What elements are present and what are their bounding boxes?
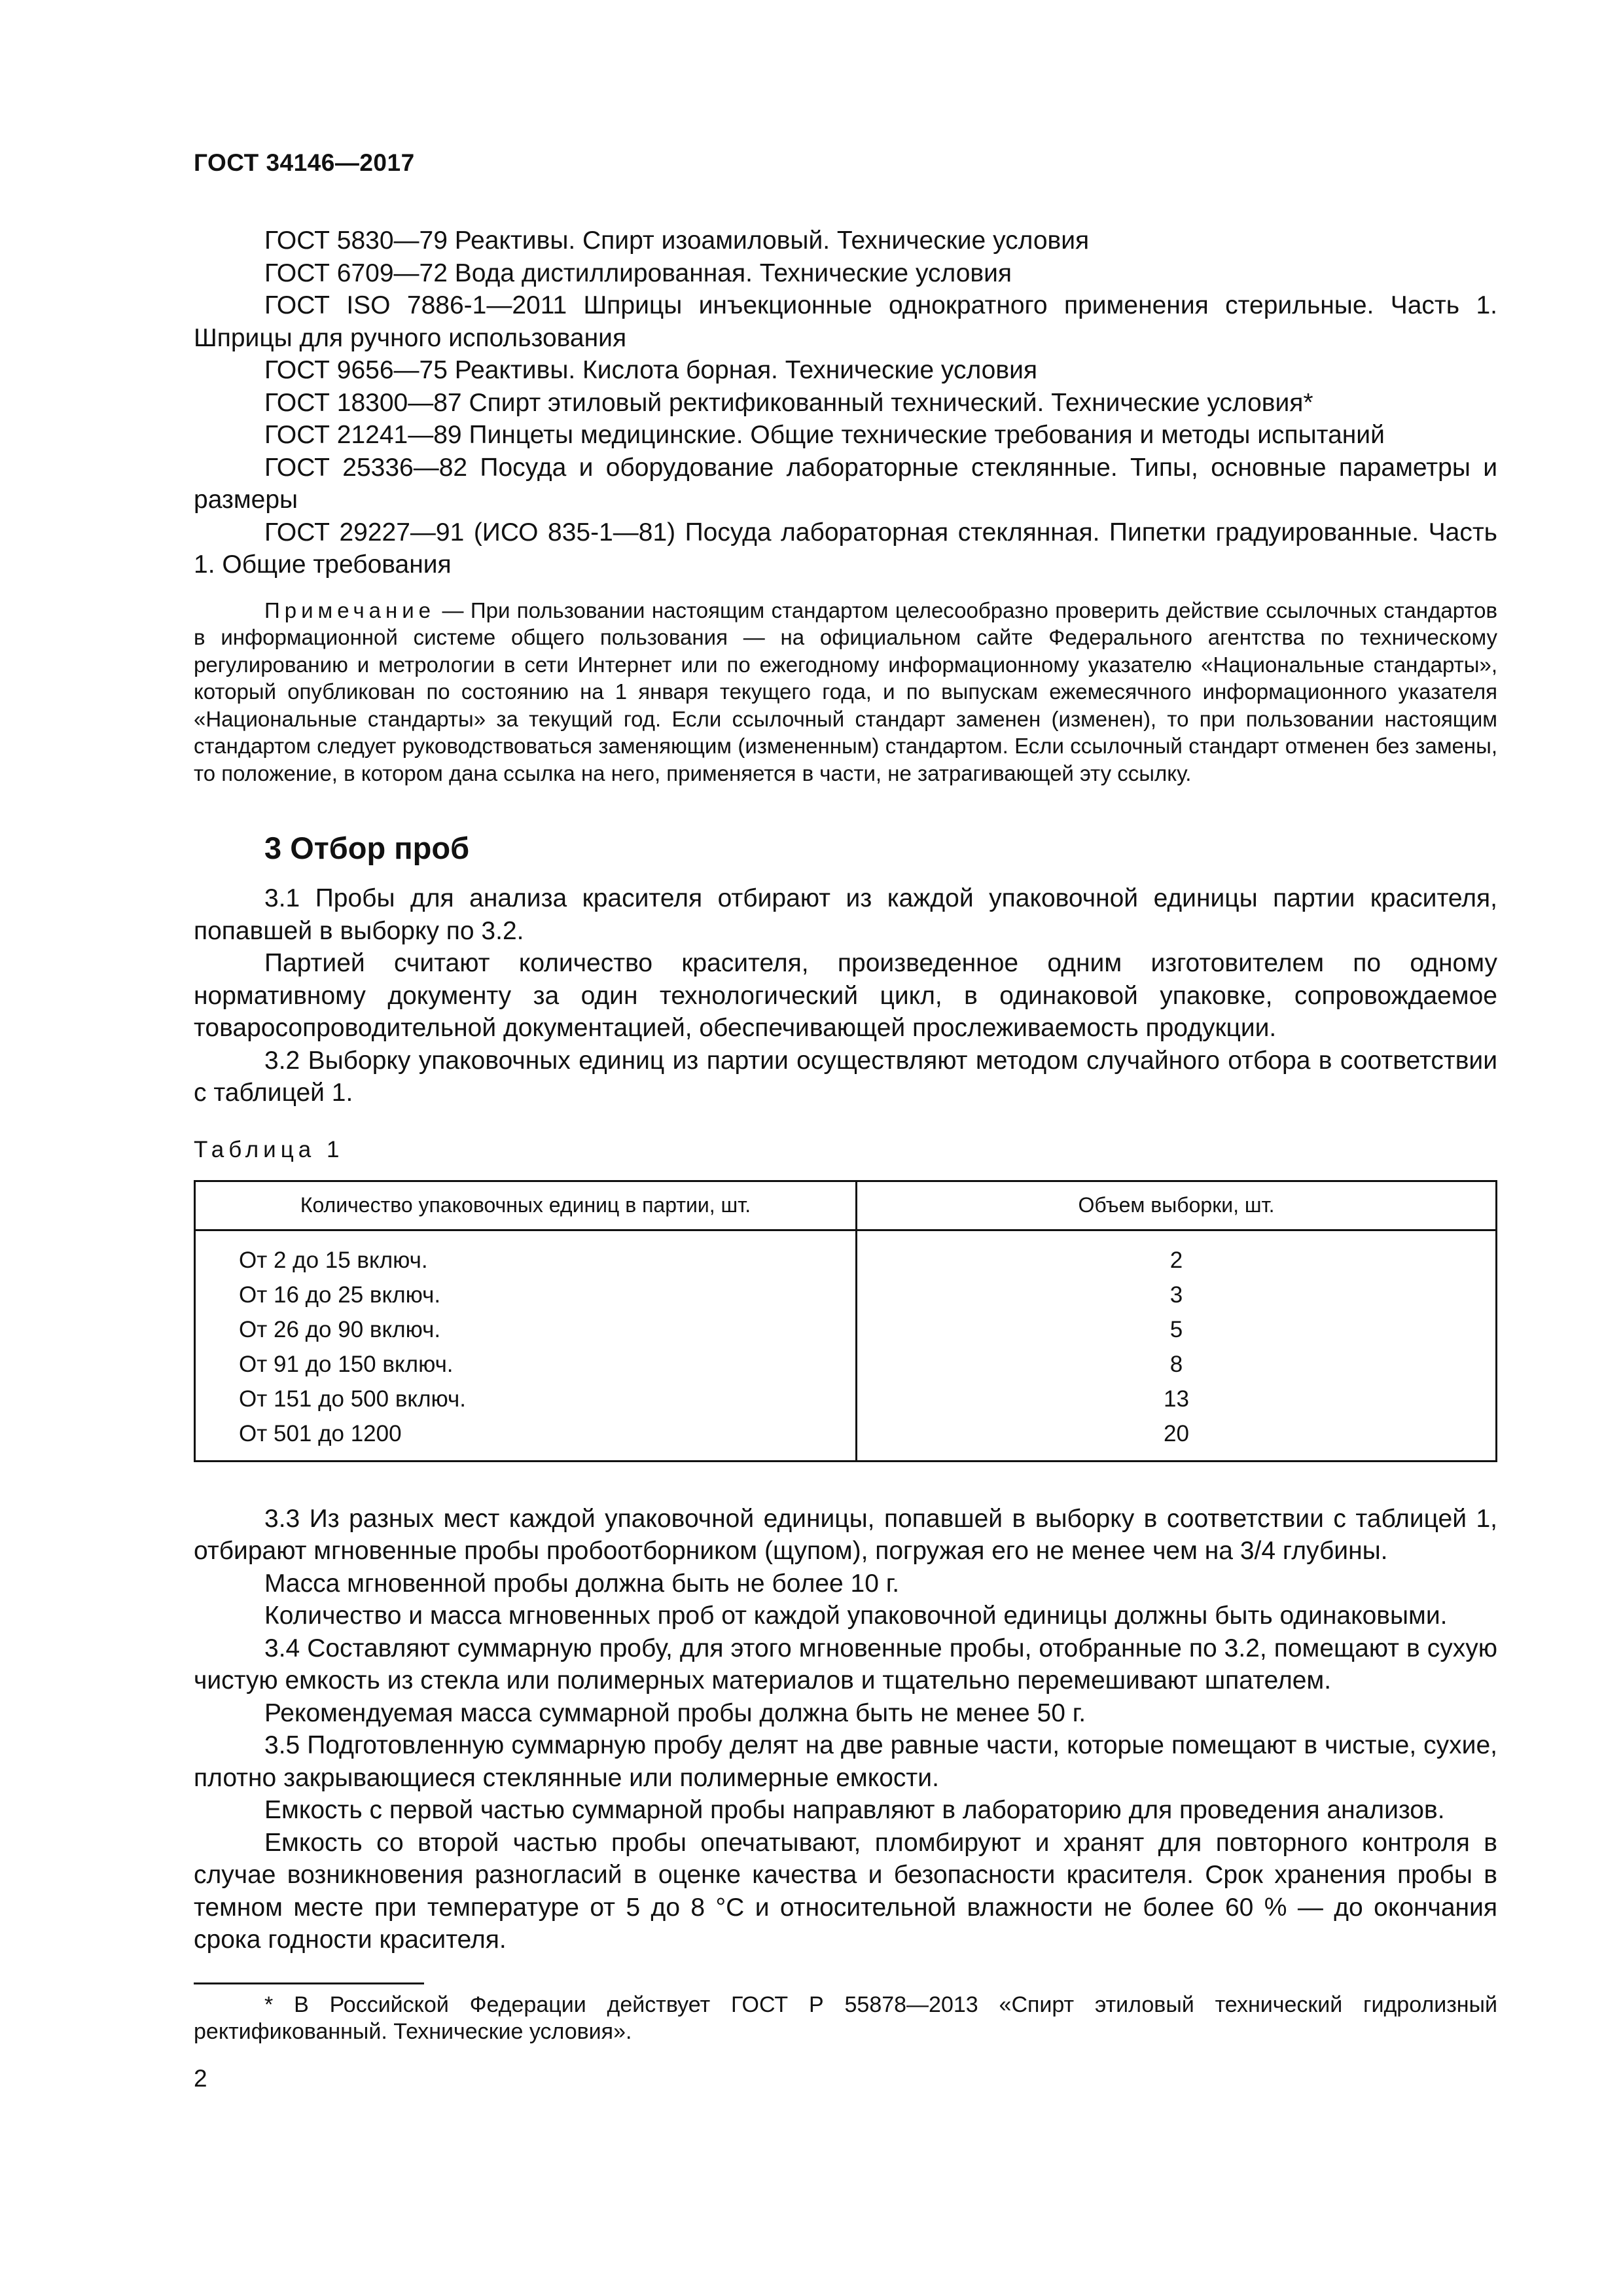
table-cell-sample-size: 3: [857, 1278, 1497, 1312]
page-number: 2: [194, 2065, 207, 2092]
table-label: Таблица 1: [194, 1136, 344, 1162]
table-cell-sample-size: 8: [857, 1347, 1497, 1382]
reference-item: ГОСТ 6709—72 Вода дистиллированная. Технические условия: [264, 259, 1012, 287]
paragraph: Емкость с первой частью суммарной пробы направляют в лабораторию для проведения анализов.: [264, 1796, 1445, 1824]
footnote-divider: [194, 1982, 424, 1984]
table-cell-quantity: От 501 до 1200: [195, 1416, 857, 1462]
section-continuation: [194, 1503, 1497, 1956]
table-cell-sample-size: 5: [857, 1312, 1497, 1347]
table-cell-quantity: От 151 до 500 включ.: [195, 1382, 857, 1416]
table-row: [195, 1230, 1497, 1278]
reference-item: ГОСТ ISO 7886-1—2011 Шприцы инъекционные однократного применения стерильные. Часть 1. Шприцы для ручного использования: [194, 291, 1497, 352]
paragraph: 3.3 Из разных мест каждой упаковочной единицы, попавшей в выборку в соответствии с таблицей 1, отбирают мгновенные пробы пробоотборником (щупом), погружая его не менее чем на 3/4 глубины.: [194, 1504, 1497, 1565]
table-row: [195, 1382, 1497, 1416]
note-text: — При пользовании настоящим стандартом целесообразно проверить действие ссылочных стандартов в информационной системе общего пользования — на официальном сайте Федерального агентства по техническому регулированию и метрологии в сети Интернет или по ежегодному информационному указателю «Национальные стандарты», который опубликован по состоянию на 1 января текущего года, и по выпускам ежемесячного информационного указателя «Национальные стандарты» за текущий год. Если ссылочный стандарт заменен (изменен), то при пользовании настоящим стандартом следует руководствоваться заменяющим (измененным) стандартом. Если ссылочный стандарт отменен без замены, то положение, в котором дана ссылка на него, применяется в части, не затрагивающей эту ссылку.: [194, 598, 1497, 785]
table-cell-quantity: От 91 до 150 включ.: [195, 1347, 857, 1382]
table-cell-quantity: От 2 до 15 включ.: [195, 1230, 857, 1278]
paragraph: 3.5 Подготовленную суммарную пробу делят на две равные части, которые помещают в чистые, сухие, плотно закрывающиеся стеклянные или полимерные емкости.: [194, 1731, 1497, 1792]
document-code-header: ГОСТ 34146—2017: [194, 149, 415, 176]
paragraph: Масса мгновенной пробы должна быть не более 10 г.: [264, 1569, 900, 1598]
table-header-row: [195, 1181, 1497, 1230]
note-label: Примечание: [264, 598, 436, 622]
sampling-table: [194, 1180, 1497, 1462]
paragraph: Количество и масса мгновенных проб от каждой упаковочной единицы должны быть одинаковыми.: [264, 1602, 1448, 1630]
reference-item: ГОСТ 21241—89 Пинцеты медицинские. Общие технические требования и методы испытаний: [264, 421, 1385, 449]
table-cell-sample-size: 20: [857, 1416, 1497, 1462]
table-row: [195, 1416, 1497, 1462]
reference-item: ГОСТ 29227—91 (ИСО 835-1—81) Посуда лабораторная стеклянная. Пипетки градуированные. Часть 1. Общие требования: [194, 518, 1497, 579]
normative-references: [194, 224, 1497, 581]
reference-item: ГОСТ 9656—75 Реактивы. Кислота борная. Технические условия: [264, 356, 1037, 384]
table-cell-quantity: От 16 до 25 включ.: [195, 1278, 857, 1312]
paragraph: Партией считают количество красителя, произведенное одним изготовителем по одному нормативному документу за один технологический цикл, в одинаковой упаковке, сопровождаемое товаросопроводительной документацией, обеспечивающей прослеживаемость продукции.: [194, 949, 1497, 1042]
paragraph: Рекомендуемая масса суммарной пробы должна быть не менее 50 г.: [264, 1698, 1086, 1727]
section-intro: [194, 882, 1497, 1109]
table-cell-sample-size: 2: [857, 1230, 1497, 1278]
table-cell-sample-size: 13: [857, 1382, 1497, 1416]
footnote: * В Российской Федерации действует ГОСТ Р 55878—2013 «Спирт этиловый технический гидролизный ректификованный. Технические условия».: [194, 1992, 1497, 2044]
table-cell-quantity: От 26 до 90 включ.: [195, 1312, 857, 1347]
section-title: 3 Отбор проб: [264, 831, 470, 865]
table-header-sample-size: Объем выборки, шт.: [857, 1181, 1497, 1230]
table-header-quantity: Количество упаковочных единиц в партии, шт.: [195, 1181, 857, 1230]
table-row: [195, 1347, 1497, 1382]
reference-item: ГОСТ 18300—87 Спирт этиловый ректификованный технический. Технические условия*: [264, 388, 1313, 417]
page-content: [194, 224, 1497, 1956]
paragraph: 3.4 Составляют суммарную пробу, для этого мгновенные пробы, отобранные по 3.2, помещают в сухую чистую емкость из стекла или полимерных материалов и тщательно перемешивают шпателем.: [194, 1634, 1497, 1695]
table-row: [195, 1278, 1497, 1312]
reference-item: ГОСТ 25336—82 Посуда и оборудование лабораторные стеклянные. Типы, основные параметры и размеры: [194, 453, 1497, 514]
reference-item: ГОСТ 5830—79 Реактивы. Спирт изоамиловый. Технические условия: [264, 226, 1090, 255]
paragraph: Емкость со второй частью пробы опечатывают, пломбируют и хранят для повторного контроля в случае возникновения разногласий в оценке качества и безопасности красителя. Срок хранения пробы в темном месте при температуре от 5 до 8 °С и относительной влажности не более 60 % — до окончания срока годности красителя.: [194, 1828, 1497, 1954]
paragraph: 3.2 Выборку упаковочных единиц из партии осуществляют методом случайного отбора в соответствии с таблицей 1.: [194, 1046, 1497, 1107]
table-row: [195, 1312, 1497, 1347]
paragraph: 3.1 Пробы для анализа красителя отбирают из каждой упаковочной единицы партии красителя, попавшей в выборку по 3.2.: [194, 884, 1497, 945]
note-paragraph: [194, 597, 1497, 787]
